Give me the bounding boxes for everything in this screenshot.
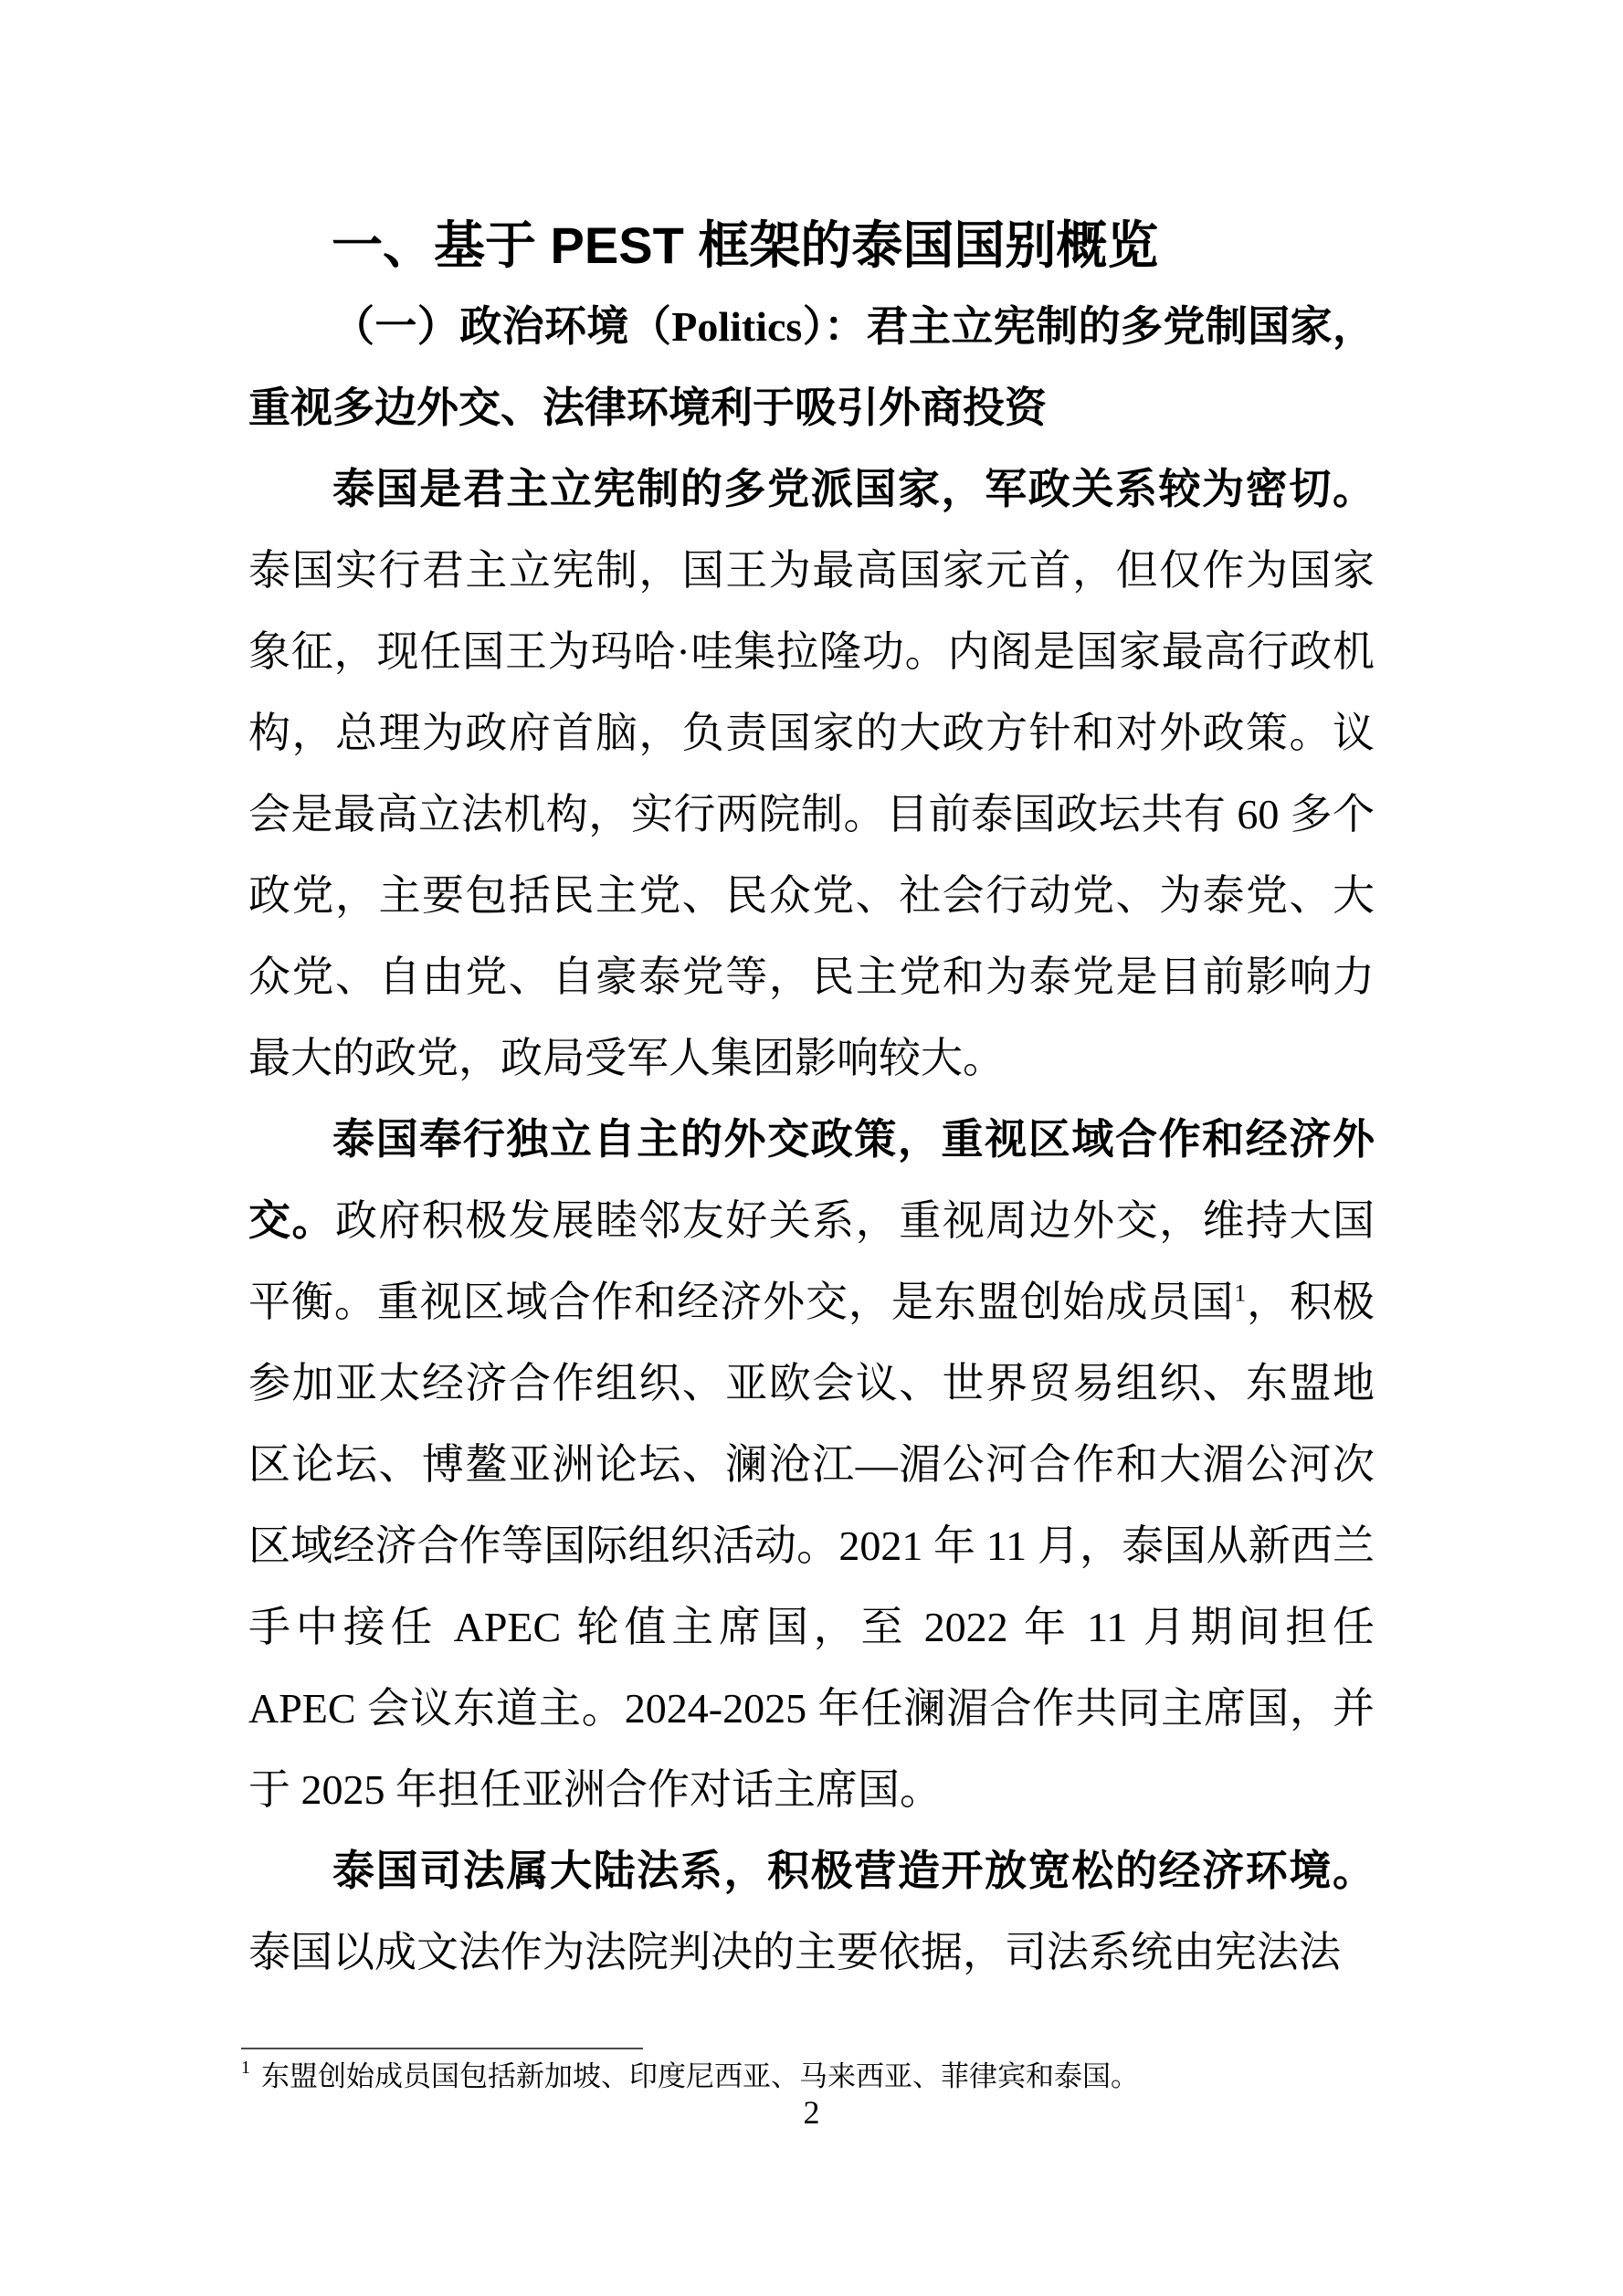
paragraph xyxy=(248,448,1375,1099)
paragraph-text: ，积极参加亚太经济合作组织、亚欧会议、世界贸易组织、东盟地区论坛、博鳌亚洲论坛、澜沧江—湄公河合作和大湄公河次区域经济合作等国际组织活动。2021 年 11 月，泰国从新西兰手中接任 APEC 轮值主席国，至 2022 年 11 月期间担任 APEC 会议东道主。2024-2025 年任澜湄合作共同主席国，并于 2025 年担任亚洲合作对话主席国。 xyxy=(248,1279,1375,1813)
lead-sentence: 泰国是君主立宪制的多党派国家，军政关系较为密切。 xyxy=(332,465,1375,512)
lead-sentence: 泰国奉行独立自主的外交政策，重视区域合作和经济外交。 xyxy=(248,1115,1375,1244)
paragraph xyxy=(248,1099,1375,1830)
footnote-text: 东盟创始成员国包括新加坡、印度尼西亚、马来西亚、菲律宾和泰国。 xyxy=(261,2060,1139,2092)
subsection-heading: （一）政治环境（Politics）：君主立宪制的多党制国家，重视多边外交、法律环境利于吸引外商投资 xyxy=(248,303,1375,431)
paragraph-text: 泰国以成文法作为法院判决的主要依据，司法系统由宪法法 xyxy=(248,1929,1341,1975)
document-body xyxy=(248,205,1375,1993)
footnote-marker: 1 xyxy=(241,2058,250,2078)
footnote xyxy=(241,2058,1374,2096)
paragraph-text: 政府积极发展睦邻友好关系，重视周边外交，维持大国平衡。重视区域合作和经济外交，是东盟创始成员国 xyxy=(248,1197,1375,1325)
footnote-ref: 1 xyxy=(1234,1280,1247,1307)
paragraph-text: 泰国实行君主立宪制，国王为最高国家元首，但仅作为国家象征，现任国王为玛哈·哇集拉隆功。内阁是国家最高行政机构，总理为政府首脑，负责国家的大政方针和对外政策。议会是最高立法机构，实行两院制。目前泰国政坛共有 60 多个政党，主要包括民主党、民众党、社会行动党、为泰党、大众党、自由党、自豪泰党等，民主党和为泰党是目前影响力最大的政党，政局受军人集团影响较大。 xyxy=(248,547,1375,1081)
lead-sentence: 泰国司法属大陆法系，积极营造开放宽松的经济环境。 xyxy=(332,1847,1375,1894)
section-heading: 一、基于 PEST 框架的泰国国别概览 xyxy=(332,216,1159,274)
page-number: 2 xyxy=(803,2094,820,2131)
paragraph xyxy=(248,1830,1375,1993)
footnote-separator xyxy=(241,2048,643,2049)
